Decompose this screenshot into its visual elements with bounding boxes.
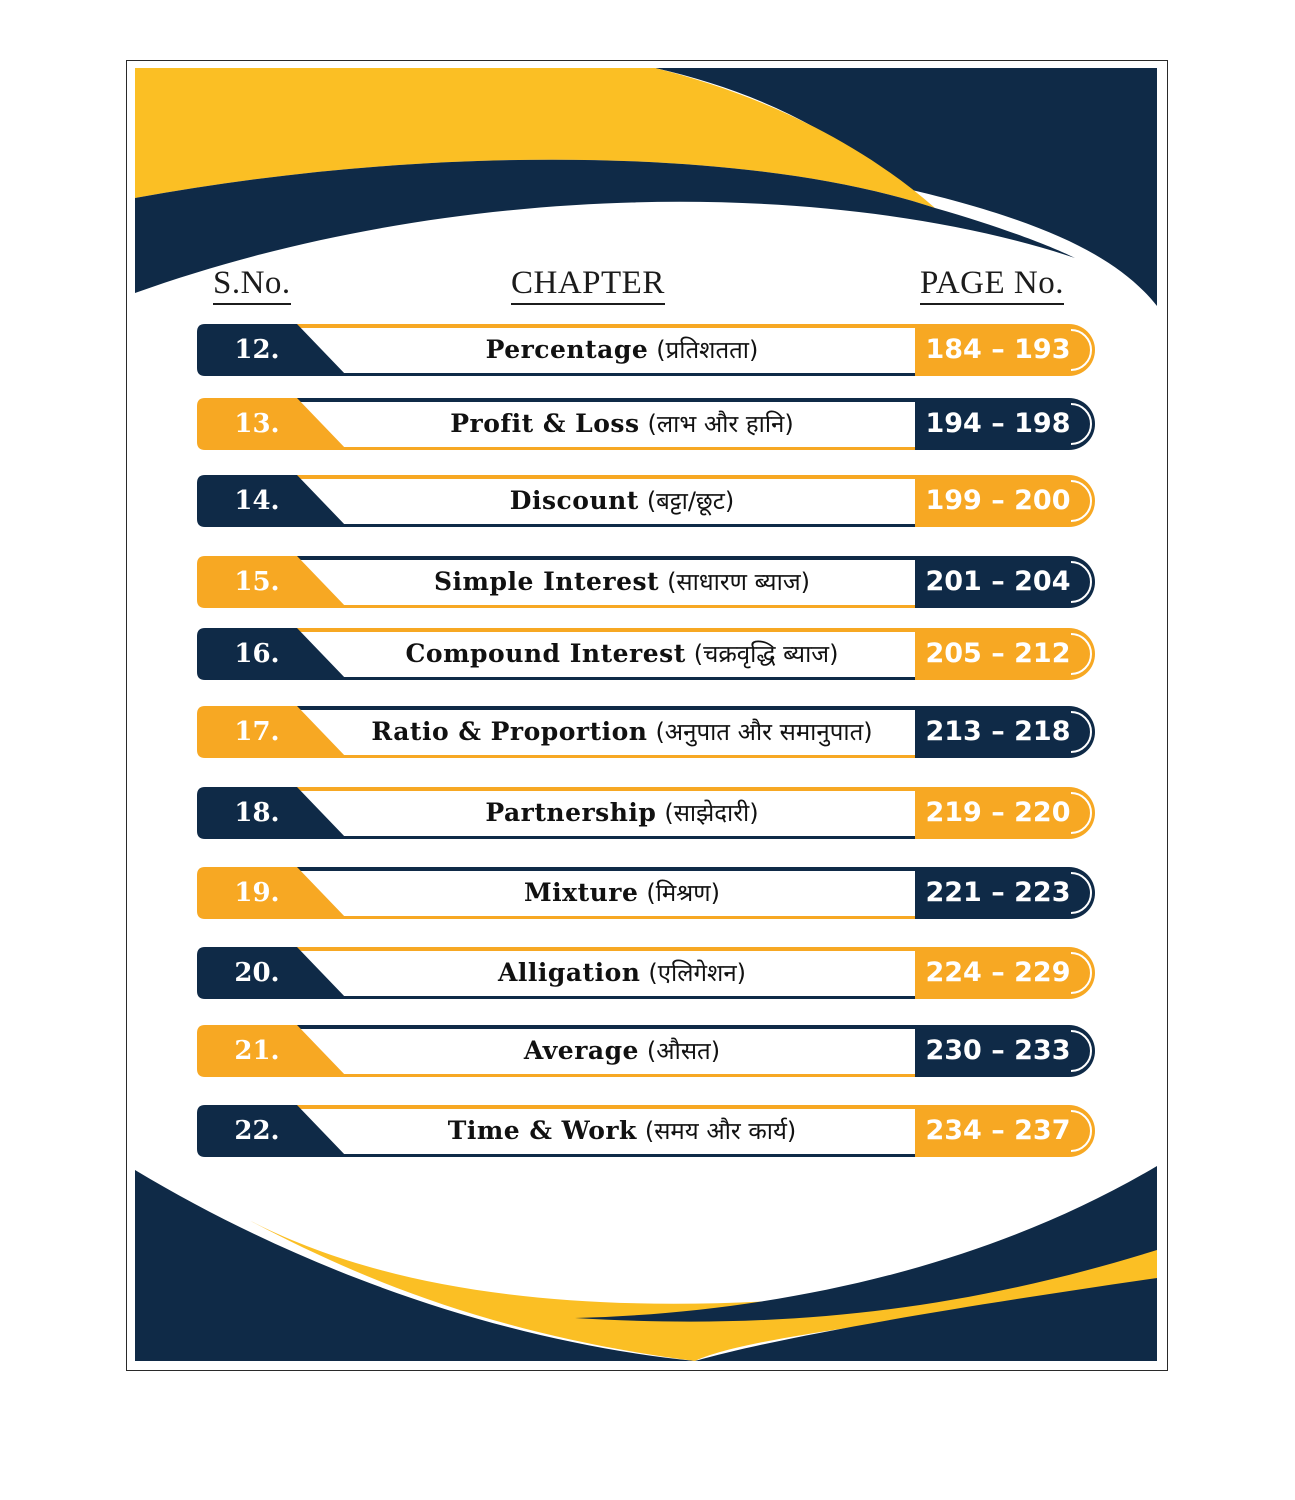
row-page-range: 221 – 223	[925, 877, 1071, 908]
row-title	[327, 398, 917, 450]
row-title-hindi: (एलिगेशन)	[648, 959, 747, 987]
row-title-hindi: (प्रतिशतता)	[656, 336, 759, 364]
contents-panel	[135, 68, 1157, 1361]
row-page-range: 205 – 212	[925, 638, 1071, 669]
row-sno: 14.	[234, 486, 280, 516]
chapter-row	[197, 787, 1097, 843]
row-title-english: Percentage	[485, 335, 649, 364]
row-title-english: Compound Interest	[405, 639, 686, 668]
row-page-range: 199 – 200	[925, 485, 1071, 516]
row-title-hindi: (चक्रवृद्धि ब्याज)	[693, 640, 839, 668]
row-title	[327, 556, 917, 608]
header-page-no: PAGE No.	[920, 264, 1064, 305]
row-page-range: 224 – 229	[925, 957, 1071, 988]
row-title-english: Time & Work	[447, 1116, 637, 1145]
row-title-english: Simple Interest	[433, 567, 660, 596]
row-sno: 13.	[234, 409, 280, 439]
row-title-hindi: (औसत)	[646, 1037, 721, 1065]
row-title-hindi: (साझेदारी)	[664, 799, 759, 827]
row-sno: 12.	[234, 335, 280, 365]
row-page-range: 234 – 237	[925, 1115, 1071, 1146]
row-title	[327, 475, 917, 527]
chapter-row	[197, 556, 1097, 612]
chapter-row	[197, 628, 1097, 684]
header-chapter: CHAPTER	[511, 264, 665, 305]
header-sno: S.No.	[213, 264, 291, 305]
row-title-english: Ratio & Proportion	[371, 717, 648, 746]
row-title	[327, 706, 917, 758]
row-page-range: 194 – 198	[925, 408, 1071, 439]
chapter-row	[197, 867, 1097, 923]
row-title-hindi: (साधारण ब्याज)	[667, 568, 810, 596]
row-sno: 19.	[234, 878, 280, 908]
row-title-hindi: (बट्टा/छूट)	[646, 487, 735, 515]
row-title-english: Profit & Loss	[450, 409, 640, 438]
row-title-hindi: (अनुपात और समानुपात)	[655, 718, 873, 746]
row-sno: 16.	[234, 639, 280, 669]
row-sno: 17.	[234, 717, 280, 747]
row-page-range: 219 – 220	[925, 797, 1071, 828]
row-title	[327, 628, 917, 680]
row-title	[327, 1025, 917, 1077]
row-title-english: Alligation	[497, 958, 641, 987]
chapter-row	[197, 706, 1097, 762]
row-page-range: 201 – 204	[925, 566, 1071, 597]
row-title-hindi: (मिश्रण)	[646, 879, 720, 907]
row-title-english: Partnership	[485, 798, 657, 827]
row-title	[327, 947, 917, 999]
row-page-range: 213 – 218	[925, 716, 1071, 747]
row-sno: 20.	[234, 958, 280, 988]
chapter-row	[197, 947, 1097, 1003]
row-title	[327, 787, 917, 839]
row-title-hindi: (समय और कार्य)	[644, 1117, 797, 1145]
row-title	[327, 324, 917, 376]
row-title-hindi: (लाभ और हानि)	[647, 410, 794, 438]
row-page-range: 230 – 233	[925, 1035, 1071, 1066]
chapter-row	[197, 1025, 1097, 1081]
row-title	[327, 867, 917, 919]
row-title-english: Average	[523, 1036, 639, 1065]
chapter-row	[197, 1105, 1097, 1161]
chapter-row	[197, 398, 1097, 454]
row-title	[327, 1105, 917, 1157]
row-title-english: Mixture	[524, 878, 639, 907]
row-sno: 18.	[234, 798, 280, 828]
row-sno: 21.	[234, 1036, 280, 1066]
chapter-row	[197, 324, 1097, 380]
chapter-row	[197, 475, 1097, 531]
row-page-range: 184 – 193	[925, 334, 1071, 365]
row-sno: 15.	[234, 567, 280, 597]
row-title-english: Discount	[509, 486, 639, 515]
row-sno: 22.	[234, 1116, 280, 1146]
